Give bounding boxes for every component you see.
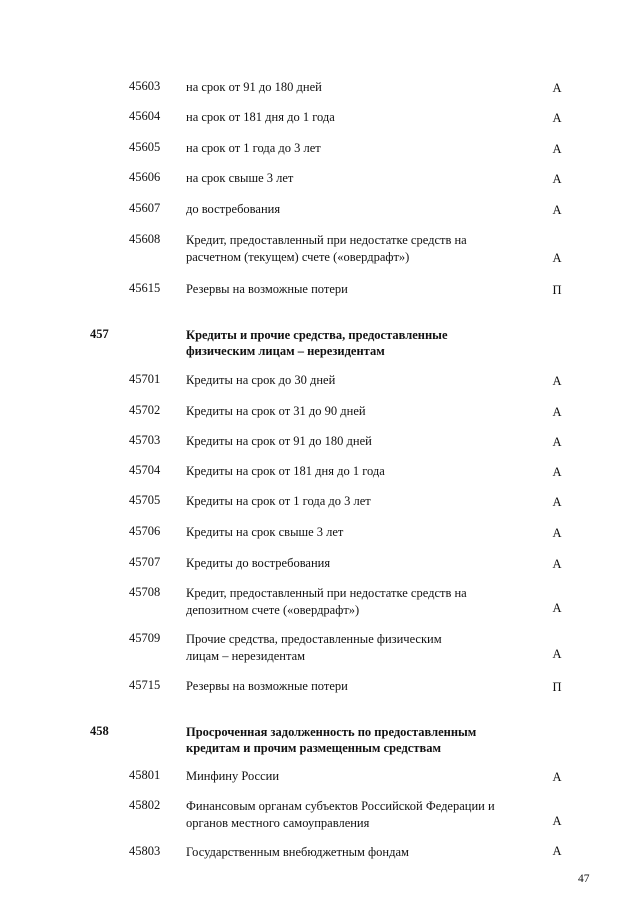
account-code: 45606	[129, 170, 161, 184]
account-description: на срок от 1 года до 3 лет	[186, 141, 321, 155]
account-type: А	[552, 251, 562, 265]
account-code: 45701	[129, 372, 161, 386]
account-description: Кредиты на срок от 31 до 90 дней	[186, 404, 366, 418]
account-type: А	[552, 526, 562, 540]
account-description: на срок от 181 дня до 1 года	[186, 110, 335, 124]
account-type: А	[552, 435, 562, 449]
account-type: А	[552, 495, 562, 509]
account-code: 45709	[129, 631, 161, 645]
account-type: А	[552, 405, 562, 419]
account-code: 45603	[129, 79, 161, 93]
account-code: 45803	[129, 844, 161, 858]
account-type: А	[552, 844, 562, 858]
account-code: 45708	[129, 585, 161, 599]
account-type: А	[552, 374, 562, 388]
group-number: 458	[90, 724, 109, 738]
account-code: 45706	[129, 524, 161, 538]
page-number: 47	[578, 873, 590, 885]
account-code: 45607	[129, 201, 161, 215]
account-description: Кредит, предоставленный при недостатке средств на расчетном (текущем) счете («овердрафт»)	[186, 233, 467, 264]
group-title: Просроченная задолженность по предоставленным кредитам и прочим размещенным средствам	[186, 725, 477, 755]
account-code: 45802	[129, 798, 161, 812]
account-description: на срок от 91 до 180 дней	[186, 80, 322, 94]
account-code: 45801	[129, 768, 161, 782]
account-code: 45703	[129, 433, 161, 447]
account-description: Минфину России	[186, 769, 280, 783]
account-description: Кредиты на срок до 30 дней	[186, 373, 336, 387]
group-number: 457	[90, 327, 109, 341]
account-type: П	[552, 283, 562, 297]
group-title: Кредиты и прочие средства, предоставленные физическим лицам – нерезидентам	[186, 328, 448, 358]
account-description: Государственным внебюджетным фондам	[186, 845, 409, 859]
account-type: А	[552, 647, 562, 661]
account-description: Кредит, предоставленный при недостатке средств на депозитном счете («овердрафт»)	[186, 586, 467, 617]
account-description: Кредиты до востребования	[186, 556, 331, 570]
account-type: А	[552, 142, 562, 156]
account-description: Кредиты на срок от 91 до 180 дней	[186, 434, 372, 448]
account-type: А	[552, 172, 562, 186]
account-type: А	[552, 81, 562, 95]
account-description: на срок свыше 3 лет	[186, 171, 294, 185]
account-type: А	[552, 770, 562, 784]
account-type: П	[552, 680, 562, 694]
account-description: Резервы на возможные потери	[186, 679, 348, 693]
account-description: Резервы на возможные потери	[186, 282, 348, 296]
account-code: 45615	[129, 281, 161, 295]
account-code: 45707	[129, 555, 161, 569]
account-description: до востребования	[186, 202, 281, 216]
account-type: А	[552, 814, 562, 828]
account-code: 45704	[129, 463, 161, 477]
account-code: 45715	[129, 678, 161, 692]
account-code: 45705	[129, 493, 161, 507]
account-description: Финансовым органам субъектов Российской Федерации и органов местного самоуправления	[186, 799, 495, 830]
account-type: А	[552, 203, 562, 217]
account-type: А	[552, 111, 562, 125]
account-type: А	[552, 601, 562, 615]
account-description: Прочие средства, предоставленные физическим лицам – нерезидентам	[186, 632, 442, 663]
account-description: Кредиты на срок свыше 3 лет	[186, 525, 344, 539]
account-code: 45604	[129, 109, 161, 123]
account-code: 45605	[129, 140, 161, 154]
account-type: А	[552, 465, 562, 479]
account-code: 45608	[129, 232, 161, 246]
account-code: 45702	[129, 403, 161, 417]
account-description: Кредиты на срок от 1 года до 3 лет	[186, 494, 371, 508]
account-description: Кредиты на срок от 181 дня до 1 года	[186, 464, 385, 478]
account-type: А	[552, 557, 562, 571]
